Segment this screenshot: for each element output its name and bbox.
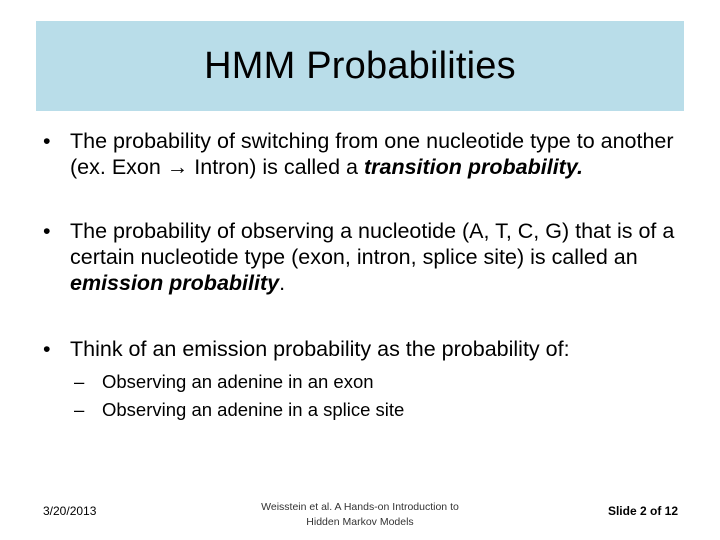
slide-footer [0, 500, 720, 536]
bullet-emission [36, 218, 684, 296]
bullet2-text-c: . [279, 271, 286, 295]
arrow-right-icon: → [166, 155, 189, 179]
sub-bullet-splice [36, 396, 684, 424]
footer-date: 3/20/2013 [43, 504, 97, 518]
slide-title: HMM Probabilities [204, 44, 516, 87]
footer-citation-line1: Weisstein et al. A Hands-on Introduction to [261, 501, 459, 513]
bullet-dot: • [43, 129, 51, 153]
dash-icon: – [74, 371, 85, 392]
bullet-dot: • [43, 219, 51, 243]
bullet2-text-a: The probability of observing a nucleotide (A, T, C, G) that is of a certain nucleotide type (exon, intron, splice site) is called an [70, 219, 675, 269]
footer-citation-line2: Hidden Markov Models [306, 516, 414, 528]
sub-bullet-exon [36, 368, 684, 396]
slide-number: Slide 2 of 12 [607, 504, 678, 518]
bullet1-text-b: Intron) is called a [188, 155, 364, 179]
sub-bullet-text: Observing an adenine in a splice site [102, 399, 405, 420]
sub-bullet-list [36, 368, 684, 424]
bullet-transition [36, 128, 684, 180]
sub-bullet-text: Observing an adenine in an exon [102, 371, 374, 392]
bullet-think [36, 336, 684, 362]
bullet3-text: Think of an emission probability as the probability of: [70, 337, 570, 361]
bullet1-emphasis: transition probability. [363, 155, 583, 179]
footer-citation [240, 500, 480, 530]
bullet-dot: • [43, 337, 51, 361]
bullet2-emphasis: emission probability [70, 271, 280, 295]
slide-body [36, 126, 684, 424]
title-bar [36, 21, 684, 111]
bullet1-text-a: The probability of switching from one nucleotide type to another (ex. Exon [70, 129, 674, 179]
dash-icon: – [74, 399, 85, 420]
